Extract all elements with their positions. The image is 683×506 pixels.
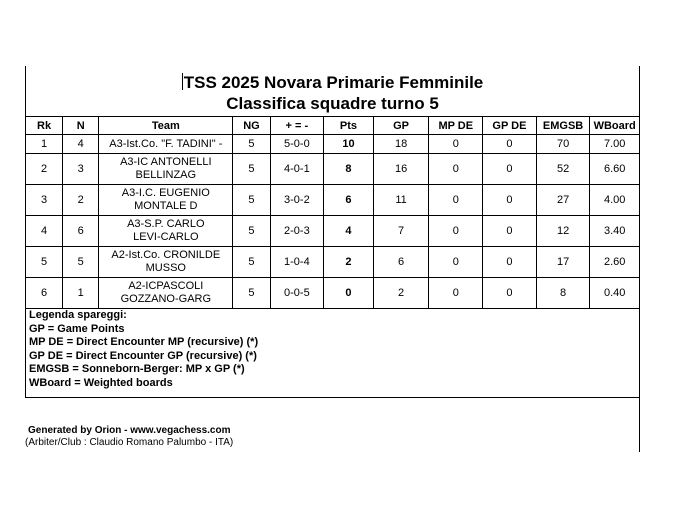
cell-pts: 0 [324,278,374,309]
col-header-emgsb: EMGSB [536,117,590,135]
cell-gp: 6 [373,247,429,278]
cell-n: 2 [63,185,99,216]
team-line-1: A3-S.P. CARLO [127,218,205,230]
cell-gp: 2 [373,278,429,309]
legend-item-gp: GP = Game Points [29,322,125,335]
col-header-mpde: MP DE [429,117,483,135]
generated-by: Generated by Orion - www.vegachess.com [28,425,231,436]
cell-wdl: 3-0-2 [270,185,324,216]
cell-mpde: 0 [429,135,483,154]
team-line-1: A3-IC ANTONELLI [120,156,212,168]
cell-team [99,247,233,278]
cell-gpde: 0 [483,278,537,309]
cell-pts: 2 [324,247,374,278]
tiebreak-legend [25,309,639,398]
cell-mpde: 0 [429,216,483,247]
cell-rk: 5 [26,247,63,278]
cell-pts: 6 [324,185,374,216]
arbiter-credit: (Arbiter/Club : Claudio Romano Palumbo - ITA) [25,437,234,448]
team-line-1: A3-I.C. EUGENIO [121,187,210,199]
table-header-row [26,117,640,135]
cell-team [99,216,233,247]
team-line-2: MUSSO [145,262,186,274]
page-subtitle: Classifica squadre turno 5 [226,94,439,113]
team-line-1: A2-Ist.Co. CRONILDE [111,249,221,261]
cell-pts: 4 [324,216,374,247]
cell-mpde: 0 [429,185,483,216]
cell-ng: 5 [233,278,270,309]
cell-n: 3 [63,154,99,185]
table-row [26,247,640,278]
cell-ng: 5 [233,154,270,185]
legend-heading: Legenda spareggi: [29,309,127,321]
cell-wdl: 2-0-3 [270,216,324,247]
cell-emgsb: 12 [536,216,590,247]
cell-wdl: 5-0-0 [270,135,324,154]
cell-rk: 4 [26,216,63,247]
cell-wboard: 0.40 [590,278,640,309]
cell-gpde: 0 [483,154,537,185]
cell-mpde: 0 [429,154,483,185]
cell-gp: 11 [373,185,429,216]
cell-ng: 5 [233,185,270,216]
col-header-wdl: + = - [270,117,324,135]
col-header-wboard: WBoard [590,117,640,135]
team-line-2: LEVI-CARLO [133,231,199,243]
cell-team [99,185,233,216]
cell-wboard: 4.00 [590,185,640,216]
cell-gp: 16 [373,154,429,185]
table-row [26,135,640,154]
table-row [26,216,640,247]
cell-gpde: 0 [483,247,537,278]
cell-ng: 5 [233,135,270,154]
cell-n: 6 [63,216,99,247]
table-row [26,185,640,216]
cell-n: 1 [63,278,99,309]
cell-emgsb: 27 [536,185,590,216]
cell-emgsb: 70 [536,135,590,154]
cell-team [99,278,233,309]
team-line-1: A2-ICPASCOLI [128,280,204,292]
cell-ng: 5 [233,216,270,247]
col-header-ng: NG [233,117,270,135]
table-row [26,154,640,185]
page-title [26,73,639,93]
cell-gpde: 0 [483,185,537,216]
cell-n: 4 [63,135,99,154]
team-line-2: BELLINZAG [135,169,197,181]
cell-mpde: 0 [429,247,483,278]
team-line-2: MONTALE D [134,200,198,212]
legend-item-gpde: GP DE = Direct Encounter GP (recursive) (*) [29,349,257,362]
cell-rk: 2 [26,154,63,185]
cell-wdl: 4-0-1 [270,154,324,185]
cell-wdl: 0-0-5 [270,278,324,309]
cell-emgsb: 8 [536,278,590,309]
cell-mpde: 0 [429,278,483,309]
cell-wboard: 2.60 [590,247,640,278]
cell-rk: 6 [26,278,63,309]
cell-wdl: 1-0-4 [270,247,324,278]
cell-gpde: 0 [483,135,537,154]
cell-rk: 1 [26,135,63,154]
team-line-1: A3-Ist.Co. "F. TADINI" - [109,137,223,150]
col-header-team: Team [99,117,233,135]
cell-wboard: 3.40 [590,216,640,247]
cell-pts: 10 [324,135,374,154]
cell-gp: 18 [373,135,429,154]
col-header-gpde: GP DE [483,117,537,135]
cell-pts: 8 [324,154,374,185]
cell-emgsb: 52 [536,154,590,185]
legend-item-wboard: WBoard = Weighted boards [29,376,173,389]
legend-item-emgsb: EMGSB = Sonneborn-Berger: MP x GP (*) [29,363,245,376]
cell-n: 5 [63,247,99,278]
title-line-1: TSS 2025 Novara Primarie Femminile [183,73,484,92]
legend-item-mpde: MP DE = Direct Encounter MP (recursive) (*) [29,336,259,349]
col-header-pts: Pts [324,117,374,135]
cell-wboard: 7.00 [590,135,640,154]
cell-rk: 3 [26,185,63,216]
cell-ng: 5 [233,247,270,278]
col-header-n: N [63,117,99,135]
table-row [26,278,640,309]
standings-table [25,116,640,309]
cell-team [99,135,233,154]
team-line-2: GOZZANO-GARG [120,293,212,305]
text-cursor [182,73,183,90]
cell-team [99,154,233,185]
col-header-rk: Rk [26,117,63,135]
cell-gpde: 0 [483,216,537,247]
cell-gp: 7 [373,216,429,247]
col-header-gp: GP [373,117,429,135]
cell-wboard: 6.60 [590,154,640,185]
cell-emgsb: 17 [536,247,590,278]
